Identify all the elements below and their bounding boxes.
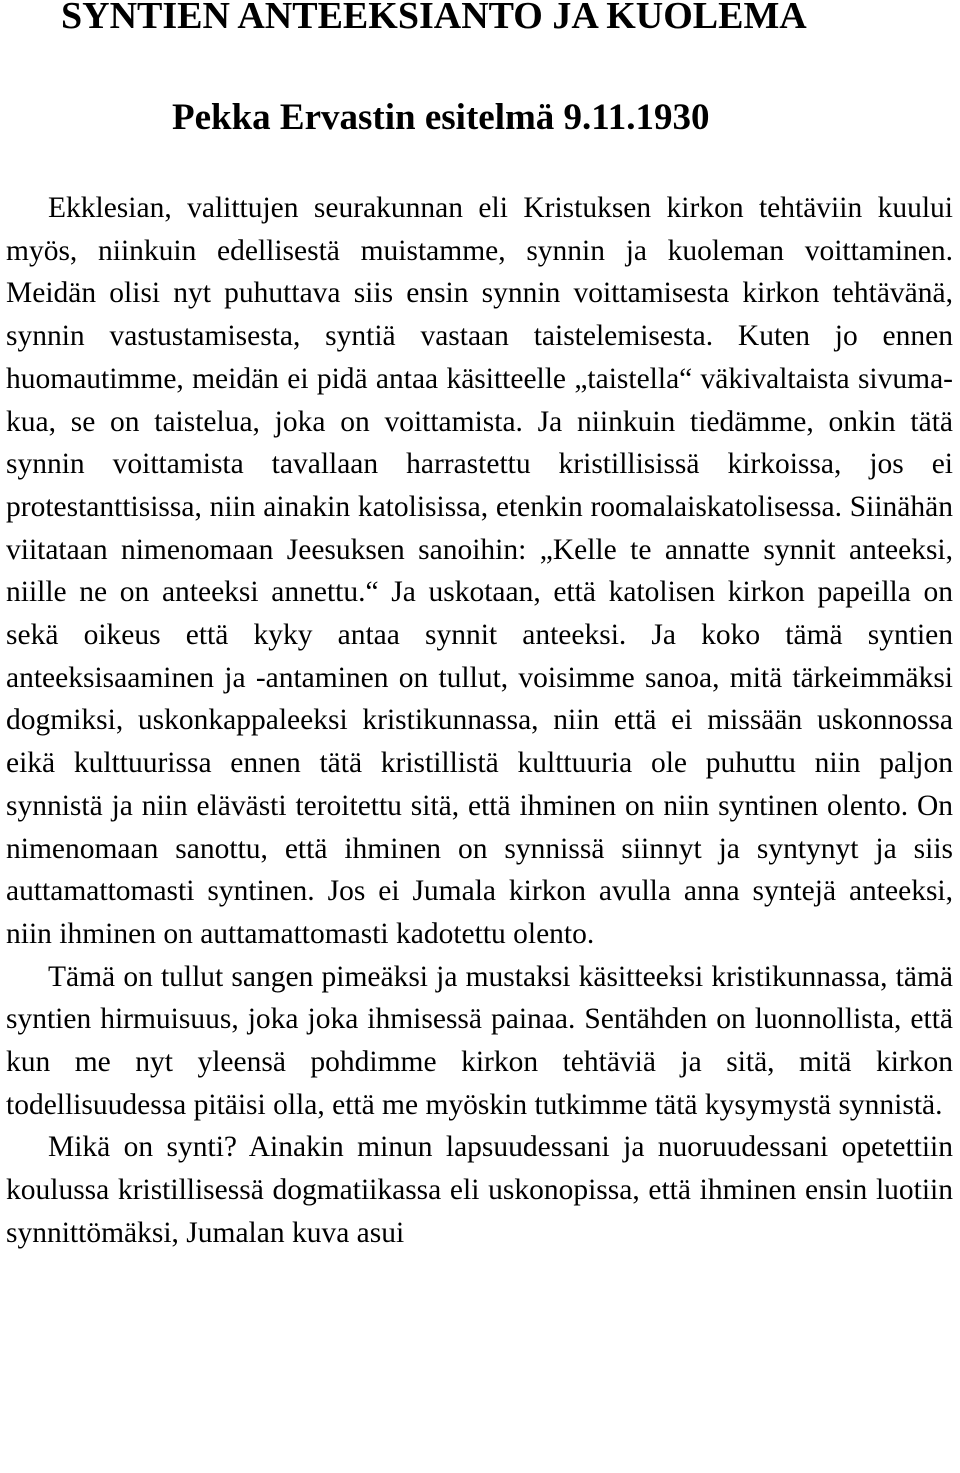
paragraph-2: Tämä on tullut sangen pimeäksi ja mustaksi käsitteeksi kristikunnassa, tämä syntien hirmuisuus, joka joka ihmisessä painaa. Sentähden on luonnollista, että kun me nyt yleensä pohdimme kirkon tehtäviä ja sitä, mitä kirkon todellisuudessa pitäisi olla, että me myöskin tutkimme tätä kysymystä synnistä. <box>6 960 953 1121</box>
document-body <box>6 187 953 1255</box>
document-title: SYNTIEN ANTEEKSIANTO JA KUOLEMA <box>61 0 807 37</box>
document-subtitle: Pekka Ervastin esitelmä 9.11.1930 <box>172 97 710 138</box>
paragraph-3: Mikä on synti? Ainakin minun lapsuudessani ja nuoruudessani opetettiin koulussa kristillisessä dogmatiikassa eli uskonopissa, että ihminen ensin luotiin synnittömäksi, Jumalan kuva asui <box>6 1131 953 1249</box>
paragraph-1: Ekklesian, valittujen seurakunnan eli Kristuksen kirkon tehtäviin kuului myös, niinkuin edellisestä muistamme, synnin ja kuoleman voittaminen. Meidän olisi nyt puhuttava siis ensin synnin voittamisesta kirkon tehtävänä, synnin vastustamisesta, syntiä vastaan taistelemisesta. Kuten jo ennen huomautimme, meidän ei pidä antaa käsitteelle „taistella“ väkivaltaista sivumakua, se on taistelua, joka on voittamista. Ja niinkuin tiedämme, onkin tätä synnin voittamista tavallaan harrastettu kristillisissä kirkoissa, jos ei protestanttisissa, niin ainakin katolisissa, etenkin roomalaiskatolisessa. Siinähän viitataan nimenomaan Jeesuksen sanoihin: „Kelle te annatte synnit anteeksi, niille ne on anteeksi annettu.“ Ja uskotaan, että katolisen kirkon papeilla on sekä oikeus että kyky antaa synnit anteeksi. Ja koko tämä syntien anteeksisaaminen ja -antaminen on tullut, voisimme sanoa, mitä tärkeimmäksi dogmiksi, uskonkappaleeksi kristikunnassa, niin että ei missään uskonnossa eikä kulttuurissa ennen tätä kristillistä kulttuuria ole puhuttu niin paljon synnistä ja niin elävästi teroitettu sitä, että ihminen on niin syntinen olento. On nimenomaan sanottu, että ihminen on synnissä siinnyt ja syntynyt ja siis auttamattomasti syntinen. Jos ei Jumala kirkon avulla anna syntejä anteeksi, niin ihminen on auttamattomasti kadotettu olento. <box>6 192 953 950</box>
